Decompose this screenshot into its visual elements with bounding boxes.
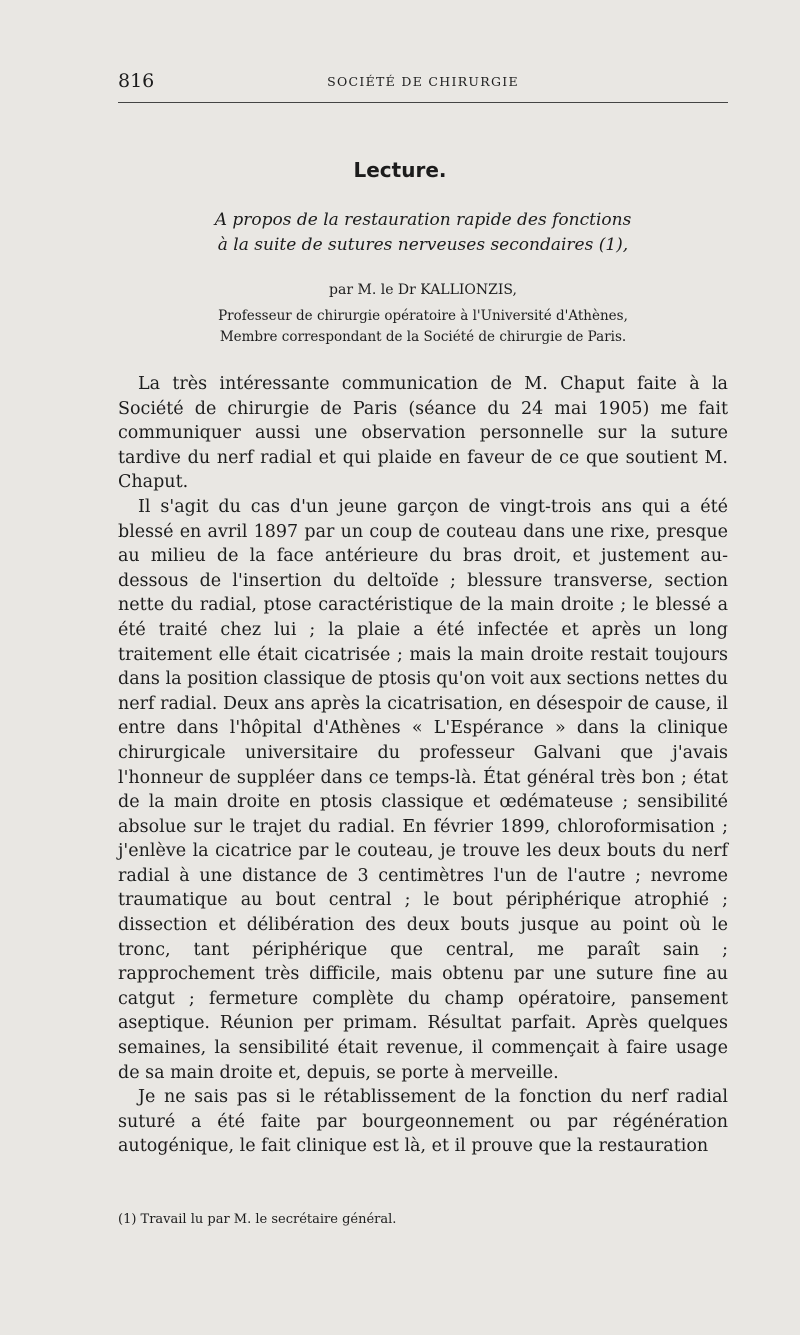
paragraph-1: La très intéressante communication de M. Chaput faite à la Société de chirurgie de Paris (séance du 24 mai 1905) me fait communiquer aussi une observation personnelle sur la suture tardive du nerf radial et qui plaide en faveur de ce que soutient M. Chaput. <box>118 374 728 493</box>
affiliation-line-2: Membre correspondant de la Société de chirurgie de Paris. <box>219 329 627 345</box>
affiliation-line-1: Professeur de chirurgie opératoire à l'Université d'Athènes, <box>218 308 628 324</box>
running-head: SOCIÉTÉ DE CHIRURGIE <box>327 74 519 89</box>
article-title-line-2: à la suite de sutures nerveuses secondaires (1), <box>217 235 629 255</box>
section-title: Lecture. <box>353 158 447 182</box>
article-title-line-1: A propos de la restauration rapide des fonctions <box>214 210 632 230</box>
body-text <box>118 372 728 1159</box>
paragraph-3: Je ne sais pas si le rétablissement de la fonction du nerf radial suturé a été faite par bourgeonnement ou par régénération autogénique, le fait clinique est là, et il prouve que la restauration <box>118 1087 728 1157</box>
page-header <box>118 68 728 98</box>
header-divider <box>118 102 728 103</box>
author-line: par M. le Dr KALLIONZIS, <box>329 282 517 298</box>
footnote: (1) Travail lu par M. le secrétaire général. <box>118 1212 397 1227</box>
article-title <box>118 208 728 258</box>
author-affiliation <box>118 306 728 348</box>
paragraph-2: Il s'agit du cas d'un jeune garçon de vingt-trois ans qui a été blessé en avril 1897 par un coup de couteau dans une rixe, presque au milieu de la face antérieure du bras droit, et justement au-dessous de l'insertion du deltoïde ; blessure transverse, section nette du radial, ptose caractéristique de la main droite ; le blessé a été traité chez lui ; la plaie a été infectée et après un long traitement elle était cicatrisée ; mais la main droite restait toujours dans la position classique de ptosis qu'on voit aux sections nettes du nerf radial. Deux ans après la cicatrisation, en désespoir de cause, il entre dans l'hôpital d'Athènes « L'Espérance » dans la clinique chirurgicale universitaire du professeur Galvani que j'avais l'honneur de suppléer dans ce temps-là. État général très bon ; état de la main droite en ptosis classique et œdémateuse ; sensibilité absolue sur le trajet du radial. En février 1899, chloroformisation ; j'enlève la cicatrice par le couteau, je trouve les deux bouts du nerf radial à une distance de 3 centimètres l'un de l'autre ; nevrome traumatique au bout central ; le bout périphérique atrophié ; dissection et délibération des deux bouts jusque au point où le tronc, tant périphérique que central, me paraît sain ; rapprochement très difficile, mais obtenu par une suture fine au catgut ; fermeture complète du champ opératoire, pansement aseptique. Réunion per primam. Résultat parfait. Après quelques semaines, la sensibilité était revenue, il commençait à faire usage de sa main droite et, depuis, se porte à merveille. <box>118 496 728 1083</box>
page-number: 816 <box>118 70 155 92</box>
